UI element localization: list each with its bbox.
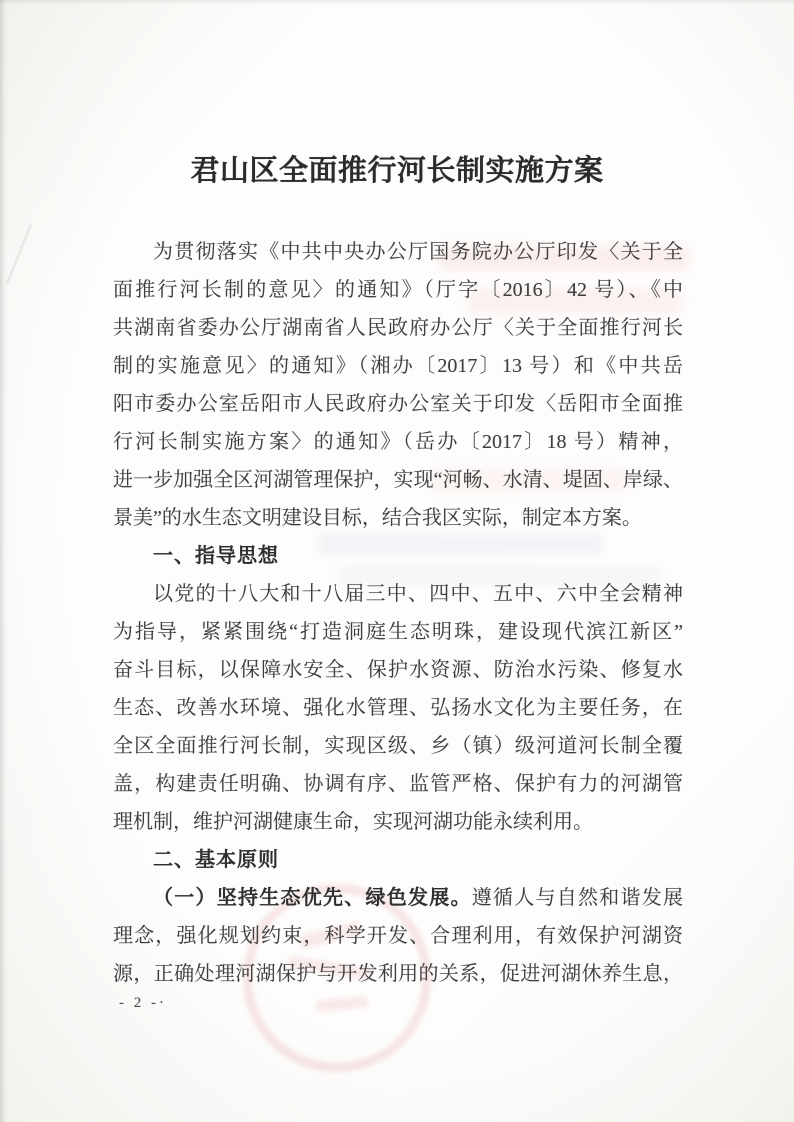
seal-bleedthrough-mark xyxy=(316,996,369,1012)
text-line: 面推行河长制的意见〉的通知》（厅字〔2016〕42 号）、《中 xyxy=(113,279,683,301)
text-line: 阳市委办公室岳阳市人民政府办公室关于印发〈岳阳市全面推 xyxy=(113,393,683,415)
text-line: 制的实施意见〉的通知》（湘办〔2017〕13 号）和《中共岳 xyxy=(113,355,683,377)
document-body xyxy=(113,233,683,993)
text-line: 盖，构建责任明确、协调有序、监管严格、保护有力的河湖管 xyxy=(113,773,683,795)
section-heading-2: 二、基本原则 xyxy=(153,849,279,871)
text-line: 进一步加强全区河湖管理保护，实现“河畅、水清、堤固、岸绿、 xyxy=(113,469,683,491)
text-line: 为贯彻落实《中共中央办公厅国务院办公厅印发〈关于全 xyxy=(153,241,683,263)
document-title: 君山区全面推行河长制实施方案 xyxy=(190,155,604,187)
text-line: 行河长制实施方案〉的通知》（岳办〔2017〕18 号）精神， xyxy=(113,431,683,453)
page-number: - 2 -· xyxy=(119,995,167,1011)
text-line xyxy=(113,879,683,917)
scan-scratch xyxy=(6,224,32,284)
text-line: 奋斗目标，以保障水安全、保护水资源、防治水污染、修复水 xyxy=(113,659,683,681)
bold-lead-text: （一）坚持生态优先、绿色发展。 xyxy=(153,887,472,909)
text-line: 理机制，维护河湖健康生命，实现河湖功能永续利用。 xyxy=(113,811,593,833)
section-heading-1: 一、指导思想 xyxy=(153,545,279,567)
text-line: 源，正确处理河湖保护与开发利用的关系，促进河湖休养生息， xyxy=(113,963,683,985)
text-line: 为指导，紧紧围绕“打造洞庭生态明珠，建设现代滨江新区” xyxy=(113,621,683,643)
scan-edge-top xyxy=(0,0,794,5)
text-line: 共湖南省委办公厅湖南省人民政府办公厅〈关于全面推行河长 xyxy=(113,317,683,339)
text-line: 以党的十八大和十八届三中、四中、五中、六中全会精神 xyxy=(153,583,683,605)
text-segment: 遵循人与自然和谐发展 xyxy=(471,887,683,909)
text-line: 理念，强化规划约束，科学开发、合理利用，有效保护河湖资 xyxy=(113,925,683,947)
text-line: 全区全面推行河长制，实现区级、乡（镇）级河道河长制全覆 xyxy=(113,735,683,757)
text-line: 景美”的水生态文明建设目标，结合我区实际，制定本方案。 xyxy=(113,507,642,529)
text-line: 生态、改善水环境、强化水管理、弘扬水文化为主要任务，在 xyxy=(113,697,683,719)
